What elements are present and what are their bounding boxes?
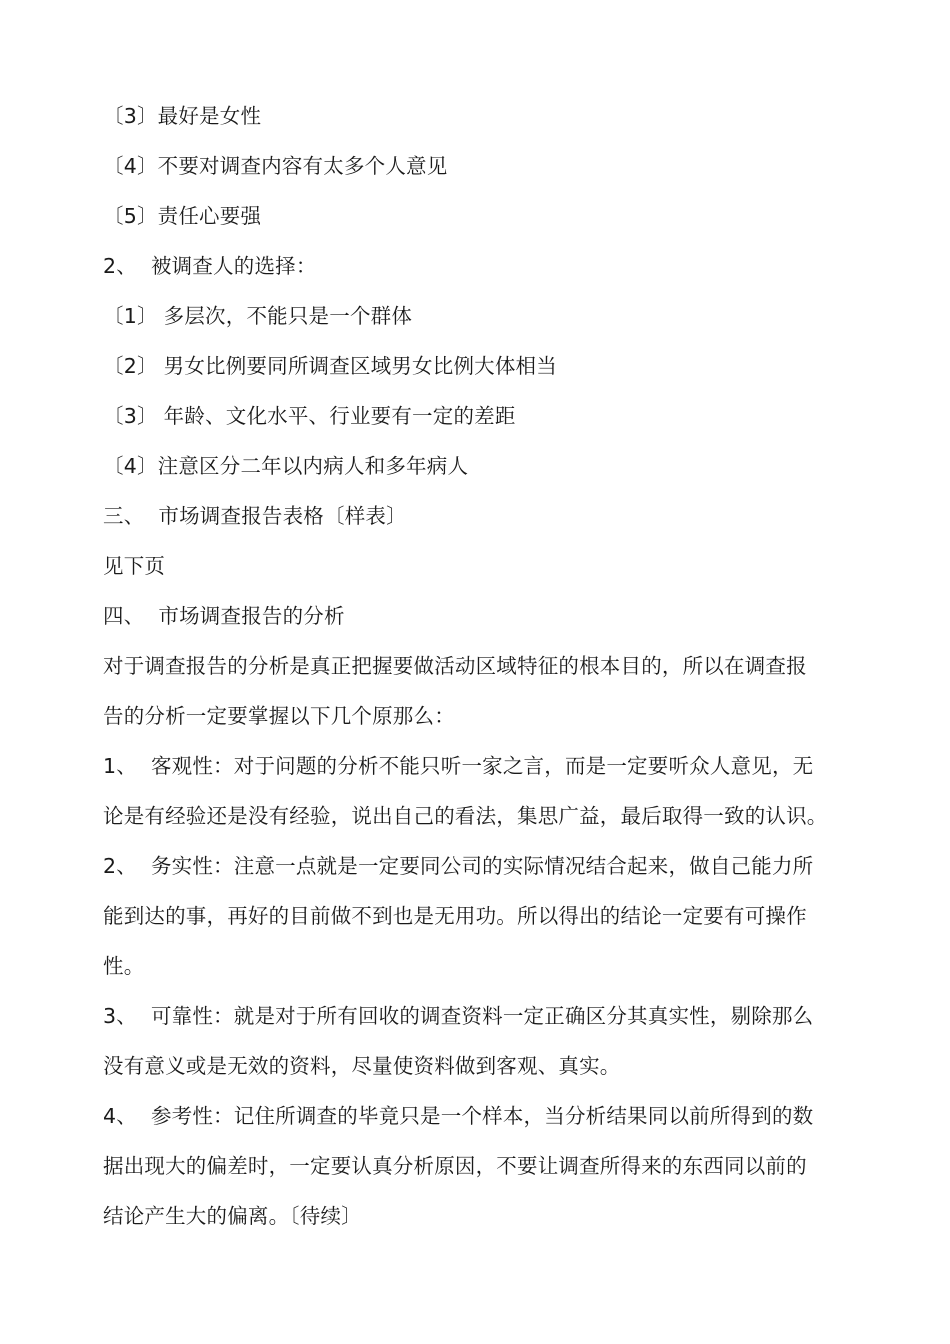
paragraph-text: 结论产生大的偏离。〔待续〕 (103, 1204, 362, 1228)
item-text: 客观性：对于问题的分析不能只听一家之言，而是一定要听众人意见，无 (150, 754, 814, 778)
item-number: 〔1〕 (103, 304, 158, 328)
list-item (103, 401, 516, 431)
paragraph-text: 告的分析一定要掌握以下几个原那么： (103, 704, 455, 728)
item-number: 〔4〕 (103, 454, 158, 478)
section-heading (103, 251, 317, 281)
item-number: 〔3〕 (103, 404, 158, 428)
item-text: 多层次，不能只是一个群体 (163, 304, 413, 328)
item-number: 2、 (103, 254, 137, 278)
paragraph-text: 论是有经验还是没有经验，说出自己的看法，集思广益，最后取得一致的认识。 (103, 804, 828, 828)
item-number: 4、 (103, 1104, 137, 1128)
item-number: 〔4〕 (103, 154, 158, 178)
paragraph-line (103, 1151, 807, 1181)
paragraph-line (103, 951, 144, 981)
paragraph-text: 能到达的事，再好的目前做不到也是无用功。所以得出的结论一定要有可操作 (103, 904, 807, 928)
paragraph-line (103, 1201, 362, 1231)
item-number: 2、 (103, 854, 137, 878)
item-text: 可靠性：就是对于所有回收的调查资料一定正确区分其真实性，剔除那么 (150, 1004, 814, 1028)
item-text: 最好是女性 (157, 104, 262, 128)
item-number: 〔2〕 (103, 354, 158, 378)
list-item (103, 1101, 813, 1131)
item-text: 年龄、文化水平、行业要有一定的差距 (163, 404, 516, 428)
paragraph-line (103, 801, 828, 831)
paragraph-text: 性。 (103, 954, 145, 978)
list-item (103, 201, 261, 231)
list-item (103, 451, 468, 481)
list-item (103, 151, 447, 181)
item-text: 务实性：注意一点就是一定要同公司的实际情况结合起来，做自己能力所 (150, 854, 814, 878)
item-number: 〔3〕 (103, 104, 158, 128)
item-text: 注意区分二年以内病人和多年病人 (157, 454, 469, 478)
section-number: 四、 (103, 604, 145, 628)
list-item (103, 101, 261, 131)
paragraph-line (103, 651, 807, 681)
section-heading (103, 601, 345, 631)
paragraph-line (103, 551, 165, 581)
paragraph-text: 对于调查报告的分析是真正把握要做活动区域特征的根本目的，所以在调查报 (103, 654, 807, 678)
item-number: 1、 (103, 754, 137, 778)
item-text: 责任心要强 (157, 204, 262, 228)
list-item (103, 351, 557, 381)
item-text: 被调查人的选择： (150, 254, 317, 278)
list-item (103, 751, 813, 781)
list-item (103, 301, 412, 331)
list-item (103, 1001, 813, 1031)
paragraph-line (103, 1051, 621, 1081)
item-text: 不要对调查内容有太多个人意见 (157, 154, 448, 178)
item-text: 参考性：记住所调查的毕竟只是一个样本，当分析结果同以前所得到的数 (150, 1104, 814, 1128)
item-number: 〔5〕 (103, 204, 158, 228)
section-title: 市场调查报告表格〔样表〕 (158, 504, 407, 528)
paragraph-line (103, 701, 455, 731)
paragraph-text: 据出现大的偏差时，一定要认真分析原因，不要让调查所得来的东西同以前的 (103, 1154, 807, 1178)
section-heading (103, 501, 407, 531)
section-title: 市场调查报告的分析 (158, 604, 345, 628)
item-number: 3、 (103, 1004, 137, 1028)
section-number: 三、 (103, 504, 145, 528)
paragraph-text: 没有意义或是无效的资料，尽量使资料做到客观、真实。 (103, 1054, 621, 1078)
paragraph-line (103, 901, 807, 931)
item-text: 男女比例要同所调查区域男女比例大体相当 (163, 354, 557, 378)
paragraph-text: 见下页 (103, 554, 166, 578)
list-item (103, 851, 813, 881)
